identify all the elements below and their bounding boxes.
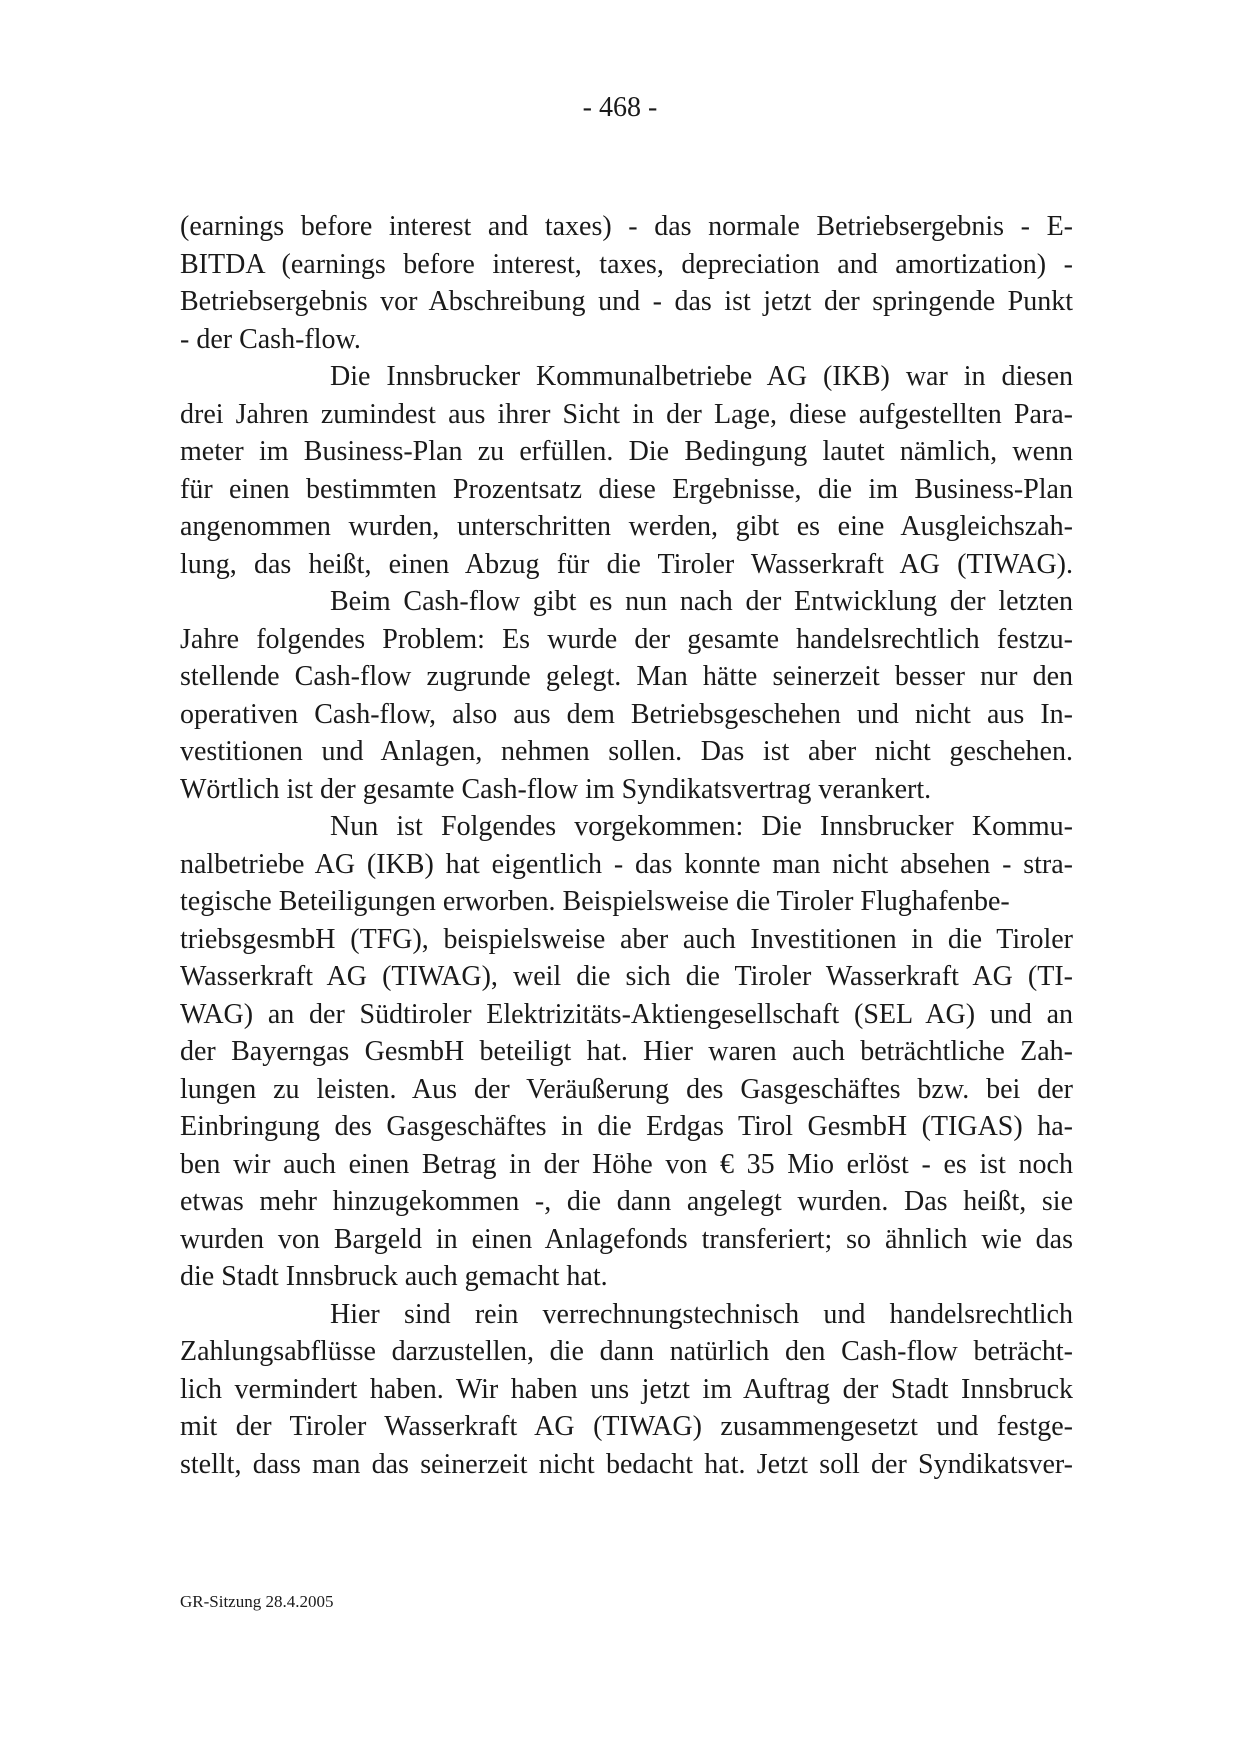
text-line: operativen Cash-flow, also aus dem Betriebsgeschehen und nicht aus In- bbox=[180, 698, 1073, 730]
text-line: BITDA (earnings before interest, taxes, depreciation and amortization) - bbox=[180, 248, 1073, 280]
text-line: stellt, dass man das seinerzeit nicht bedacht hat. Jetzt soll der Syndikatsver- bbox=[180, 1448, 1073, 1480]
text-line: Die Innsbrucker Kommunalbetriebe AG (IKB) war in diesen bbox=[330, 361, 1073, 392]
text-line: etwas mehr hinzugekommen -, die dann angelegt wurden. Das heißt, sie bbox=[180, 1186, 1073, 1217]
page-number: - 468 - bbox=[582, 92, 658, 123]
text-line: Hier sind rein verrechnungstechnisch und handelsrechtlich bbox=[330, 1298, 1073, 1330]
page-footer: GR-Sitzung 28.4.2005 bbox=[180, 1592, 334, 1611]
text-line: angenommen wurden, unterschritten werden, gibt es eine Ausgleichszah- bbox=[180, 511, 1073, 542]
text-line: wurden von Bargeld in einen Anlagefonds transferiert; so ähnlich wie das bbox=[180, 1223, 1073, 1255]
text-line: triebsgesmbH (TFG), beispielsweise aber auch Investitionen in die Tiroler bbox=[180, 923, 1073, 955]
text-line: nalbetriebe AG (IKB) hat eigentlich - das konnte man nicht absehen - stra- bbox=[180, 848, 1073, 880]
text-line: Zahlungsabflüsse darzustellen, die dann natürlich den Cash-flow beträcht- bbox=[180, 1336, 1073, 1367]
text-line: Betriebsergebnis vor Abschreibung und - das ist jetzt der springende Punkt bbox=[180, 286, 1073, 317]
text-line: lich vermindert haben. Wir haben uns jetzt im Auftrag der Stadt Innsbruck bbox=[180, 1373, 1073, 1405]
text-line: WAG) an der Südtiroler Elektrizitäts-Aktiengesellschaft (SEL AG) und an bbox=[180, 998, 1073, 1030]
text-line: Wörtlich ist der gesamte Cash-flow im Syndikatsvertrag verankert. bbox=[180, 773, 932, 805]
text-line: tegische Beteiligungen erworben. Beispielsweise die Tiroler Flughafenbe- bbox=[180, 886, 1010, 917]
text-line: die Stadt Innsbruck auch gemacht hat. bbox=[180, 1261, 608, 1292]
text-line: meter im Business-Plan zu erfüllen. Die Bedingung lautet nämlich, wenn bbox=[180, 436, 1073, 467]
text-line: der Bayerngas GesmbH beteiligt hat. Hier waren auch beträchtliche Zah- bbox=[180, 1036, 1073, 1067]
text-line: lung, das heißt, einen Abzug für die Tiroler Wasserkraft AG (TIWAG). bbox=[180, 548, 1073, 580]
text-line: drei Jahren zumindest aus ihrer Sicht in der Lage, diese aufgestellten Para- bbox=[180, 398, 1073, 430]
text-line: für einen bestimmten Prozentsatz diese Ergebnisse, die im Business-Plan bbox=[180, 473, 1073, 505]
text-line: mit der Tiroler Wasserkraft AG (TIWAG) zusammengesetzt und festge- bbox=[180, 1411, 1073, 1442]
text-line: Beim Cash-flow gibt es nun nach der Entwicklung der letzten bbox=[330, 586, 1073, 617]
text-line: Wasserkraft AG (TIWAG), weil die sich die Tiroler Wasserkraft AG (TI- bbox=[180, 961, 1073, 992]
text-line: Nun ist Folgendes vorgekommen: Die Innsbrucker Kommu- bbox=[330, 811, 1073, 842]
text-line: (earnings before interest and taxes) - das normale Betriebsergebnis - E- bbox=[180, 211, 1073, 242]
text-line: ben wir auch einen Betrag in der Höhe von € 35 Mio erlöst - es ist noch bbox=[180, 1148, 1073, 1180]
text-line: - der Cash-flow. bbox=[180, 323, 361, 355]
body-text bbox=[180, 208, 1073, 1483]
text-line: stellende Cash-flow zugrunde gelegt. Man hätte seinerzeit besser nur den bbox=[180, 661, 1073, 692]
text-line: lungen zu leisten. Aus der Veräußerung des Gasgeschäftes bzw. bei der bbox=[180, 1073, 1073, 1105]
text-line: vestitionen und Anlagen, nehmen sollen. Das ist aber nicht geschehen. bbox=[180, 736, 1073, 767]
text-line: Jahre folgendes Problem: Es wurde der gesamte handelsrechtlich festzu- bbox=[180, 623, 1073, 655]
text-line: Einbringung des Gasgeschäftes in die Erdgas Tirol GesmbH (TIGAS) ha- bbox=[180, 1111, 1073, 1142]
